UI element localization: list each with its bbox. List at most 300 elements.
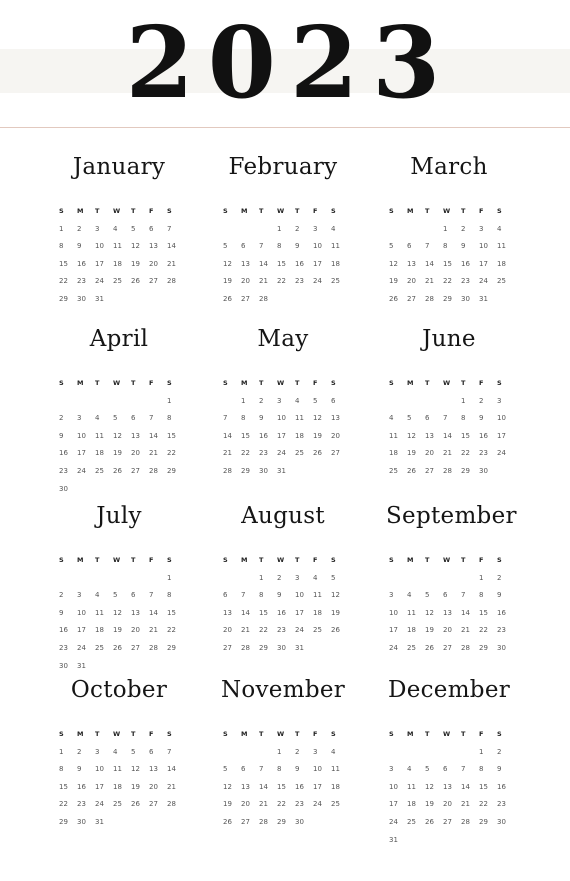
empty-day-cell xyxy=(222,570,240,588)
weekday-label: F xyxy=(479,730,484,738)
weekday-label: M xyxy=(407,730,414,738)
day-cell: 13 xyxy=(223,608,232,617)
day-cell: 8 xyxy=(59,765,64,774)
weekday-label: S xyxy=(497,556,502,564)
day-cell: 13 xyxy=(131,608,140,617)
day-cell: 8 xyxy=(277,242,282,251)
weekday-label: W xyxy=(443,556,451,564)
day-cell: 22 xyxy=(479,626,488,635)
weekday-label: W xyxy=(113,379,121,387)
day-cell: 18 xyxy=(407,800,416,809)
day-cell: 4 xyxy=(331,224,336,233)
day-cell: 15 xyxy=(167,431,176,440)
month-january xyxy=(56,153,206,309)
day-cell: 16 xyxy=(295,259,304,268)
weekday-label: T xyxy=(295,556,300,564)
day-cell: 6 xyxy=(443,591,448,600)
day-cell: 10 xyxy=(95,765,104,774)
day-cell: 26 xyxy=(113,466,122,475)
day-cell: 13 xyxy=(131,431,140,440)
day-cell: 24 xyxy=(295,626,304,635)
day-cell: 7 xyxy=(167,224,172,233)
day-cell: 12 xyxy=(131,242,140,251)
day-cell: 10 xyxy=(77,608,86,617)
day-cell: 22 xyxy=(277,800,286,809)
day-cell: 21 xyxy=(167,782,176,791)
day-cell: 1 xyxy=(443,224,448,233)
day-cell: 30 xyxy=(461,294,470,303)
day-cell: 27 xyxy=(425,466,434,475)
empty-day-cell xyxy=(424,393,442,411)
day-cell: 14 xyxy=(443,431,452,440)
day-cell: 4 xyxy=(331,747,336,756)
day-cell: 22 xyxy=(59,800,68,809)
day-cell: 24 xyxy=(479,277,488,286)
day-cell: 3 xyxy=(497,396,502,405)
day-cell: 19 xyxy=(131,782,140,791)
day-cell: 31 xyxy=(95,817,104,826)
day-cell: 27 xyxy=(331,449,340,458)
day-cell: 12 xyxy=(113,431,122,440)
empty-day-cell xyxy=(424,570,442,588)
day-cell: 12 xyxy=(313,414,322,423)
day-cell: 14 xyxy=(167,242,176,251)
day-cell: 27 xyxy=(443,643,452,652)
weekday-label: T xyxy=(95,207,100,215)
empty-day-cell xyxy=(112,393,130,411)
weekday-label: M xyxy=(407,379,414,387)
month-days-grid xyxy=(222,203,370,309)
month-days-grid xyxy=(388,375,536,481)
day-cell: 16 xyxy=(59,449,68,458)
day-cell: 21 xyxy=(259,277,268,286)
empty-day-cell xyxy=(240,744,258,762)
empty-day-cell xyxy=(222,393,240,411)
day-cell: 3 xyxy=(479,224,484,233)
day-cell: 24 xyxy=(95,277,104,286)
month-name: May xyxy=(257,326,309,352)
month-days-grid xyxy=(58,552,206,675)
weekday-label: S xyxy=(389,379,394,387)
day-cell: 29 xyxy=(59,817,68,826)
day-cell: 26 xyxy=(113,643,122,652)
day-cell: 3 xyxy=(313,224,318,233)
day-cell: 22 xyxy=(259,626,268,635)
day-cell: 1 xyxy=(59,747,64,756)
day-cell: 7 xyxy=(443,414,448,423)
weekday-label: T xyxy=(425,207,430,215)
day-cell: 7 xyxy=(241,591,246,600)
day-cell: 19 xyxy=(331,608,340,617)
day-cell: 20 xyxy=(407,277,416,286)
month-december xyxy=(386,676,536,849)
weekday-label: W xyxy=(277,379,285,387)
day-cell: 9 xyxy=(77,242,82,251)
empty-day-cell xyxy=(58,393,76,411)
weekday-label: T xyxy=(259,207,264,215)
day-cell: 21 xyxy=(425,277,434,286)
day-cell: 20 xyxy=(443,800,452,809)
day-cell: 15 xyxy=(241,431,250,440)
empty-day-cell xyxy=(406,393,424,411)
day-cell: 31 xyxy=(479,294,488,303)
month-days-grid xyxy=(58,203,206,309)
day-cell: 3 xyxy=(277,396,282,405)
day-cell: 4 xyxy=(113,224,118,233)
day-cell: 23 xyxy=(59,466,68,475)
day-cell: 28 xyxy=(425,294,434,303)
day-cell: 17 xyxy=(77,449,86,458)
day-cell: 15 xyxy=(259,608,268,617)
day-cell: 25 xyxy=(331,800,340,809)
empty-day-cell xyxy=(388,744,406,762)
day-cell: 1 xyxy=(167,573,172,582)
day-cell: 28 xyxy=(259,817,268,826)
day-cell: 29 xyxy=(277,817,286,826)
weekday-label: M xyxy=(77,379,84,387)
weekday-label: S xyxy=(389,556,394,564)
weekday-label: S xyxy=(59,556,64,564)
weekday-label: F xyxy=(479,556,484,564)
day-cell: 19 xyxy=(407,449,416,458)
day-cell: 12 xyxy=(331,591,340,600)
weekday-label: W xyxy=(113,730,121,738)
day-cell: 3 xyxy=(95,747,100,756)
day-cell: 19 xyxy=(113,449,122,458)
weekday-label: T xyxy=(131,556,136,564)
day-cell: 2 xyxy=(77,224,82,233)
day-cell: 17 xyxy=(389,626,398,635)
empty-day-cell xyxy=(76,393,94,411)
weekday-label: T xyxy=(295,207,300,215)
day-cell: 17 xyxy=(77,626,86,635)
day-cell: 17 xyxy=(95,259,104,268)
weekday-label: M xyxy=(77,730,84,738)
day-cell: 11 xyxy=(113,765,122,774)
day-cell: 7 xyxy=(425,242,430,251)
weekday-label: W xyxy=(277,730,285,738)
day-cell: 8 xyxy=(241,414,246,423)
month-march xyxy=(386,153,536,309)
day-cell: 8 xyxy=(167,414,172,423)
day-cell: 15 xyxy=(461,431,470,440)
day-cell: 9 xyxy=(259,414,264,423)
day-cell: 23 xyxy=(479,449,488,458)
empty-day-cell xyxy=(258,221,276,239)
day-cell: 28 xyxy=(167,277,176,286)
day-cell: 23 xyxy=(295,800,304,809)
day-cell: 25 xyxy=(95,643,104,652)
day-cell: 4 xyxy=(313,573,318,582)
day-cell: 27 xyxy=(443,817,452,826)
day-cell: 19 xyxy=(389,277,398,286)
month-days-grid xyxy=(388,726,536,849)
day-cell: 26 xyxy=(331,626,340,635)
day-cell: 27 xyxy=(241,817,250,826)
day-cell: 11 xyxy=(497,242,506,251)
day-cell: 6 xyxy=(223,591,228,600)
day-cell: 21 xyxy=(259,800,268,809)
day-cell: 24 xyxy=(95,800,104,809)
day-cell: 16 xyxy=(479,431,488,440)
day-cell: 15 xyxy=(277,782,286,791)
day-cell: 11 xyxy=(389,431,398,440)
day-cell: 28 xyxy=(461,643,470,652)
day-cell: 26 xyxy=(425,817,434,826)
day-cell: 29 xyxy=(479,643,488,652)
day-cell: 8 xyxy=(443,242,448,251)
empty-day-cell xyxy=(442,393,460,411)
day-cell: 2 xyxy=(461,224,466,233)
weekday-label: T xyxy=(461,379,466,387)
weekday-label: F xyxy=(479,207,484,215)
day-cell: 14 xyxy=(259,259,268,268)
day-cell: 2 xyxy=(479,396,484,405)
weekday-label: S xyxy=(223,379,228,387)
day-cell: 26 xyxy=(389,294,398,303)
day-cell: 14 xyxy=(241,608,250,617)
empty-day-cell xyxy=(388,221,406,239)
day-cell: 25 xyxy=(389,466,398,475)
month-name: January xyxy=(72,154,166,180)
day-cell: 14 xyxy=(167,765,176,774)
day-cell: 28 xyxy=(461,817,470,826)
day-cell: 27 xyxy=(241,294,250,303)
month-september xyxy=(386,502,536,658)
day-cell: 27 xyxy=(131,466,140,475)
day-cell: 30 xyxy=(77,294,86,303)
day-cell: 16 xyxy=(295,782,304,791)
day-cell: 12 xyxy=(425,608,434,617)
day-cell: 18 xyxy=(331,782,340,791)
day-cell: 22 xyxy=(479,800,488,809)
weekday-label: S xyxy=(497,207,502,215)
day-cell: 1 xyxy=(479,747,484,756)
day-cell: 4 xyxy=(295,396,300,405)
day-cell: 2 xyxy=(295,747,300,756)
empty-day-cell xyxy=(460,570,478,588)
day-cell: 6 xyxy=(149,224,154,233)
day-cell: 22 xyxy=(443,277,452,286)
empty-day-cell xyxy=(406,744,424,762)
day-cell: 2 xyxy=(277,573,282,582)
weekday-label: T xyxy=(425,730,430,738)
day-cell: 17 xyxy=(313,782,322,791)
day-cell: 31 xyxy=(95,294,104,303)
day-cell: 16 xyxy=(59,626,68,635)
day-cell: 8 xyxy=(479,765,484,774)
day-cell: 8 xyxy=(277,765,282,774)
weekday-label: W xyxy=(277,556,285,564)
day-cell: 14 xyxy=(223,431,232,440)
day-cell: 11 xyxy=(331,765,340,774)
day-cell: 22 xyxy=(59,277,68,286)
day-cell: 7 xyxy=(149,591,154,600)
day-cell: 13 xyxy=(149,242,158,251)
day-cell: 21 xyxy=(149,449,158,458)
day-cell: 28 xyxy=(241,643,250,652)
day-cell: 7 xyxy=(259,765,264,774)
day-cell: 3 xyxy=(389,591,394,600)
day-cell: 30 xyxy=(59,484,68,493)
weekday-label: S xyxy=(331,379,336,387)
weekday-label: S xyxy=(497,730,502,738)
day-cell: 10 xyxy=(277,414,286,423)
day-cell: 21 xyxy=(461,626,470,635)
empty-day-cell xyxy=(388,570,406,588)
weekday-label: W xyxy=(443,379,451,387)
day-cell: 28 xyxy=(443,466,452,475)
day-cell: 14 xyxy=(425,259,434,268)
empty-day-cell xyxy=(58,570,76,588)
day-cell: 10 xyxy=(479,242,488,251)
day-cell: 29 xyxy=(259,643,268,652)
day-cell: 9 xyxy=(497,765,502,774)
day-cell: 27 xyxy=(407,294,416,303)
day-cell: 29 xyxy=(241,466,250,475)
day-cell: 19 xyxy=(223,800,232,809)
weekday-label: T xyxy=(95,379,100,387)
day-cell: 1 xyxy=(241,396,246,405)
day-cell: 16 xyxy=(77,259,86,268)
weekday-label: F xyxy=(313,556,318,564)
day-cell: 6 xyxy=(131,414,136,423)
day-cell: 6 xyxy=(241,242,246,251)
day-cell: 6 xyxy=(241,765,246,774)
day-cell: 7 xyxy=(259,242,264,251)
day-cell: 23 xyxy=(259,449,268,458)
day-cell: 13 xyxy=(241,259,250,268)
month-june xyxy=(386,325,536,481)
day-cell: 19 xyxy=(131,259,140,268)
day-cell: 5 xyxy=(389,242,394,251)
weekday-label: M xyxy=(241,379,248,387)
day-cell: 26 xyxy=(407,466,416,475)
weekday-label: S xyxy=(223,556,228,564)
day-cell: 13 xyxy=(149,765,158,774)
day-cell: 24 xyxy=(313,277,322,286)
day-cell: 29 xyxy=(443,294,452,303)
day-cell: 16 xyxy=(497,608,506,617)
day-cell: 24 xyxy=(277,449,286,458)
weekday-label: F xyxy=(149,379,154,387)
weekday-label: S xyxy=(167,379,172,387)
day-cell: 6 xyxy=(443,765,448,774)
weekday-label: M xyxy=(241,556,248,564)
day-cell: 22 xyxy=(461,449,470,458)
month-name: August xyxy=(241,503,325,529)
day-cell: 1 xyxy=(167,396,172,405)
day-cell: 18 xyxy=(407,626,416,635)
day-cell: 17 xyxy=(313,259,322,268)
day-cell: 30 xyxy=(59,661,68,670)
day-cell: 8 xyxy=(59,242,64,251)
day-cell: 30 xyxy=(497,817,506,826)
day-cell: 7 xyxy=(461,591,466,600)
header-divider xyxy=(0,127,570,128)
day-cell: 20 xyxy=(131,626,140,635)
day-cell: 10 xyxy=(313,242,322,251)
day-cell: 18 xyxy=(113,782,122,791)
day-cell: 26 xyxy=(223,817,232,826)
day-cell: 15 xyxy=(479,782,488,791)
day-cell: 11 xyxy=(407,608,416,617)
day-cell: 30 xyxy=(497,643,506,652)
day-cell: 27 xyxy=(131,643,140,652)
empty-day-cell xyxy=(148,570,166,588)
day-cell: 4 xyxy=(113,747,118,756)
day-cell: 16 xyxy=(77,782,86,791)
day-cell: 20 xyxy=(131,449,140,458)
empty-day-cell xyxy=(424,744,442,762)
weekday-label: T xyxy=(259,730,264,738)
day-cell: 25 xyxy=(113,800,122,809)
year-title: 2023 xyxy=(125,6,455,121)
day-cell: 1 xyxy=(277,224,282,233)
day-cell: 28 xyxy=(223,466,232,475)
day-cell: 26 xyxy=(131,800,140,809)
day-cell: 10 xyxy=(389,782,398,791)
day-cell: 18 xyxy=(497,259,506,268)
day-cell: 19 xyxy=(223,277,232,286)
weekday-label: T xyxy=(131,207,136,215)
day-cell: 14 xyxy=(149,608,158,617)
day-cell: 21 xyxy=(149,626,158,635)
month-name: February xyxy=(228,154,338,180)
day-cell: 16 xyxy=(461,259,470,268)
day-cell: 22 xyxy=(167,626,176,635)
empty-day-cell xyxy=(388,393,406,411)
day-cell: 5 xyxy=(425,765,430,774)
month-april xyxy=(56,325,206,498)
day-cell: 2 xyxy=(259,396,264,405)
empty-day-cell xyxy=(424,221,442,239)
day-cell: 24 xyxy=(77,643,86,652)
day-cell: 3 xyxy=(77,591,82,600)
day-cell: 17 xyxy=(95,782,104,791)
day-cell: 6 xyxy=(149,747,154,756)
day-cell: 9 xyxy=(497,591,502,600)
empty-day-cell xyxy=(406,221,424,239)
day-cell: 11 xyxy=(313,591,322,600)
day-cell: 28 xyxy=(259,294,268,303)
day-cell: 29 xyxy=(479,817,488,826)
weekday-label: M xyxy=(77,556,84,564)
weekday-label: S xyxy=(223,207,228,215)
day-cell: 15 xyxy=(479,608,488,617)
day-cell: 2 xyxy=(59,414,64,423)
day-cell: 11 xyxy=(113,242,122,251)
day-cell: 25 xyxy=(295,449,304,458)
day-cell: 7 xyxy=(167,747,172,756)
weekday-label: M xyxy=(77,207,84,215)
month-days-grid xyxy=(58,375,206,498)
day-cell: 18 xyxy=(313,608,322,617)
day-cell: 4 xyxy=(407,765,412,774)
weekday-label: S xyxy=(223,730,228,738)
month-october xyxy=(56,676,206,832)
day-cell: 29 xyxy=(59,294,68,303)
day-cell: 27 xyxy=(149,277,158,286)
day-cell: 12 xyxy=(131,765,140,774)
day-cell: 9 xyxy=(59,431,64,440)
month-days-grid xyxy=(222,726,370,832)
day-cell: 15 xyxy=(443,259,452,268)
day-cell: 23 xyxy=(59,643,68,652)
day-cell: 14 xyxy=(259,782,268,791)
day-cell: 22 xyxy=(167,449,176,458)
day-cell: 5 xyxy=(425,591,430,600)
